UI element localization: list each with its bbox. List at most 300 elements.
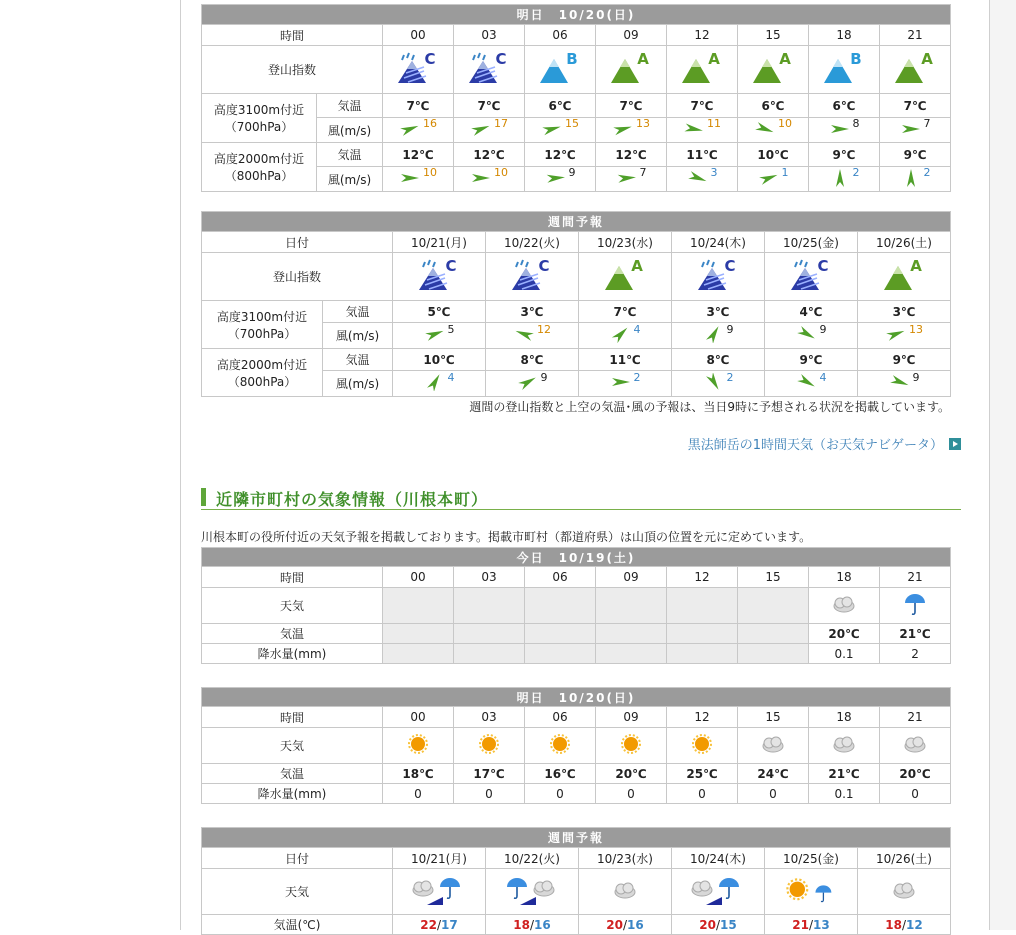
wind-cell — [765, 371, 858, 397]
precipitation-value: 2 — [880, 644, 951, 664]
precipitation-value: 0 — [667, 784, 738, 804]
temperature-value: 11℃ — [667, 143, 738, 167]
time-cell: 06 — [525, 25, 596, 46]
temperature-label: 気温(℃) — [202, 915, 393, 935]
wind-arrow-icon — [758, 169, 780, 187]
blue-mountain-icon — [820, 51, 854, 85]
wind-cell — [667, 118, 738, 143]
wind-speed: 4 — [447, 370, 455, 384]
wind-cell — [672, 323, 765, 349]
time-label: 時間 — [202, 25, 383, 46]
precipitation-value — [525, 644, 596, 664]
date-cell: 10/22(火) — [486, 848, 579, 869]
temperature-value: 8℃ — [486, 349, 579, 371]
time-cell: 21 — [880, 707, 951, 728]
climbing-index-grade: A — [910, 257, 922, 275]
wind-speed: 4 — [819, 370, 827, 384]
wind — [703, 370, 734, 391]
wind — [754, 117, 792, 138]
climbing-index — [880, 258, 928, 292]
time-cell: 03 — [454, 25, 525, 46]
wind-arrow-icon — [424, 373, 446, 391]
weather-cell — [738, 588, 809, 624]
altitude-3100-label: 高度3100m付近 （700hPa） — [202, 94, 317, 143]
low-temperature: 15 — [720, 917, 737, 932]
left-margin — [0, 0, 181, 930]
temperature-value: 7℃ — [579, 301, 672, 323]
temperature-value — [454, 624, 525, 644]
wind-speed: 13 — [909, 322, 923, 336]
temperature-value: 12℃ — [383, 143, 454, 167]
wind-speed: 17 — [494, 117, 508, 130]
mountain-weekly-table — [201, 211, 951, 397]
wind — [470, 166, 508, 187]
precipitation-label: 降水量(mm) — [202, 784, 383, 804]
wind-arrow-icon — [900, 120, 922, 138]
sun-icon — [476, 731, 502, 757]
green-mountain-icon — [601, 258, 635, 292]
time-cell: 10/25(金) — [765, 232, 858, 253]
heading-bar — [201, 488, 206, 506]
town-weekly-table — [201, 827, 951, 935]
climbing-index-cell — [858, 253, 951, 301]
temperature-label: 気温 — [317, 94, 383, 118]
temperature-value: 6℃ — [525, 94, 596, 118]
temperature-value: 3℃ — [486, 301, 579, 323]
climbing-index — [607, 51, 655, 85]
temperature-value: 11℃ — [579, 349, 672, 371]
climbing-index — [787, 258, 834, 292]
wind-speed: 3 — [710, 166, 718, 179]
wind — [829, 117, 860, 138]
sun-then-rain-icon — [783, 873, 839, 907]
rainy-mountain-icon — [694, 258, 728, 292]
wind-label: 風(m/s) — [317, 118, 383, 143]
climbing-index — [694, 258, 741, 292]
climbing-index-label: 登山指数 — [202, 46, 383, 94]
precipitation-label: 降水量(mm) — [202, 644, 383, 664]
wind — [885, 322, 923, 343]
date-cell: 10/26(土) — [858, 848, 951, 869]
weather-cell — [672, 869, 765, 915]
wind-arrow-icon — [683, 120, 705, 138]
time-cell: 10/26(土) — [858, 232, 951, 253]
temperature-value: 5℃ — [393, 301, 486, 323]
temperature-value: 20℃ — [596, 764, 667, 784]
cloud-then-rain-icon — [409, 873, 469, 907]
climbing-index-grade: C — [817, 257, 829, 275]
wind-arrow-icon — [612, 120, 634, 138]
climbing-index-cell — [765, 253, 858, 301]
weather-cell — [596, 588, 667, 624]
climbing-index-grade: B — [566, 50, 578, 68]
temperature-separator: / — [529, 917, 535, 932]
temperature-value: 8℃ — [672, 349, 765, 371]
wind — [900, 166, 931, 187]
wind-arrow-icon — [424, 325, 446, 343]
climbing-index-grade: C — [538, 257, 550, 275]
climbing-index-cell — [486, 253, 579, 301]
climbing-index — [508, 258, 555, 292]
weather-cell — [809, 588, 880, 624]
precipitation-value — [596, 644, 667, 664]
wind-speed: 2 — [852, 166, 860, 179]
cloud-icon — [830, 731, 858, 757]
climbing-index-cell — [596, 46, 667, 94]
sun-icon — [618, 731, 644, 757]
wind — [470, 117, 508, 138]
climbing-index-grade: A — [631, 257, 643, 275]
climbing-index — [536, 51, 583, 85]
weather-cell — [858, 869, 951, 915]
rainy-mountain-icon — [508, 258, 542, 292]
climbing-index-grade: C — [424, 50, 436, 68]
wind-speed: 2 — [633, 370, 641, 384]
climbing-index-grade: A — [637, 50, 649, 68]
wind — [796, 370, 827, 391]
wind-arrow-icon — [541, 120, 563, 138]
temperature-separator: / — [715, 917, 721, 932]
wind — [610, 370, 641, 391]
temperature-value: 7℃ — [454, 94, 525, 118]
time-cell: 09 — [596, 25, 667, 46]
temperature-value: 7℃ — [667, 94, 738, 118]
climbing-index — [394, 51, 441, 85]
wind — [610, 322, 641, 343]
wind-arrow-icon — [687, 169, 709, 187]
temperature-value: 20℃ — [880, 764, 951, 784]
cloud-then-rain-icon — [688, 873, 748, 907]
hourly-weather-link-text[interactable]: 黒法師岳の1時間天気（お天気ナビゲータ） — [687, 438, 943, 453]
time-cell: 15 — [738, 25, 809, 46]
weather-label: 天気 — [202, 588, 383, 624]
weather-cell — [738, 728, 809, 764]
temperature-value: 12℃ — [454, 143, 525, 167]
low-temperature: 16 — [627, 917, 644, 932]
wind — [796, 322, 827, 343]
time-cell: 12 — [667, 567, 738, 588]
temperature-value: 6℃ — [738, 94, 809, 118]
rain-then-cloud-icon — [502, 873, 562, 907]
wind-arrow-icon — [517, 373, 539, 391]
wind-speed: 10 — [423, 166, 437, 179]
wind-cell — [486, 371, 579, 397]
time-cell: 18 — [809, 25, 880, 46]
temperature-value: 3℃ — [858, 301, 951, 323]
green-mountain-icon — [678, 51, 712, 85]
wind — [758, 166, 789, 187]
low-temperature: 12 — [906, 917, 923, 932]
wind-cell — [383, 167, 454, 192]
wind-speed: 2 — [726, 370, 734, 384]
climbing-index-grade: C — [495, 50, 507, 68]
wind-cell — [809, 118, 880, 143]
time-label: 時間 — [202, 707, 383, 728]
precipitation-value: 0 — [454, 784, 525, 804]
low-temperature: 13 — [813, 917, 830, 932]
time-cell: 21 — [880, 567, 951, 588]
wind — [513, 322, 551, 343]
temperature-label: 気温 — [202, 764, 383, 784]
temperature-label: 気温 — [323, 349, 393, 371]
temperature-range — [486, 915, 579, 935]
temperature-label: 気温 — [323, 301, 393, 323]
wind-label: 風(m/s) — [317, 167, 383, 192]
time-cell: 10/22(火) — [486, 232, 579, 253]
weather-cell — [880, 728, 951, 764]
wind-speed: 5 — [447, 322, 455, 336]
date-cell: 10/25(金) — [765, 848, 858, 869]
climbing-index — [749, 51, 797, 85]
time-cell: 15 — [738, 707, 809, 728]
wind-label: 風(m/s) — [323, 371, 393, 397]
low-temperature: 17 — [441, 917, 458, 932]
wind-cell — [880, 167, 951, 192]
climbing-index — [601, 258, 649, 292]
wind — [399, 166, 437, 187]
precipitation-value — [667, 644, 738, 664]
wind-cell — [880, 118, 951, 143]
wind-speed: 4 — [633, 322, 641, 336]
wind-arrow-icon — [513, 325, 535, 343]
forecast-note: 週間の登山指数と上空の気温･風の予報は、当日9時に予想される状況を掲載しています。 — [469, 400, 950, 414]
precipitation-value: 0.1 — [809, 784, 880, 804]
wind — [399, 117, 437, 138]
wind — [612, 117, 650, 138]
wind-cell — [579, 323, 672, 349]
wind-arrow-icon — [399, 169, 421, 187]
wind-cell — [858, 323, 951, 349]
time-cell: 10/23(水) — [579, 232, 672, 253]
wind — [424, 370, 455, 391]
wind-speed: 10 — [778, 117, 792, 130]
wind — [545, 166, 576, 187]
wind-cell — [765, 323, 858, 349]
wind-cell — [667, 167, 738, 192]
temperature-label: 気温 — [202, 624, 383, 644]
climbing-index — [465, 51, 512, 85]
temperature-value: 12℃ — [596, 143, 667, 167]
wind-cell — [596, 118, 667, 143]
wind-cell — [393, 323, 486, 349]
rainy-mountain-icon — [787, 258, 821, 292]
time-cell: 10/21(月) — [393, 232, 486, 253]
umbrella-icon — [902, 591, 928, 617]
temperature-value: 12℃ — [525, 143, 596, 167]
precipitation-value: 0 — [880, 784, 951, 804]
precipitation-value — [738, 644, 809, 664]
temperature-value: 21℃ — [809, 764, 880, 784]
wind-speed: 11 — [707, 117, 721, 130]
high-temperature: 20 — [699, 917, 716, 932]
time-cell: 03 — [454, 567, 525, 588]
time-cell: 12 — [667, 707, 738, 728]
wind-speed: 13 — [636, 117, 650, 130]
wind — [703, 322, 734, 343]
time-cell: 00 — [383, 25, 454, 46]
wind-speed: 9 — [912, 370, 920, 384]
temperature-value: 25℃ — [667, 764, 738, 784]
wind-arrow-icon — [610, 325, 632, 343]
wind-arrow-icon — [470, 120, 492, 138]
temperature-value: 6℃ — [809, 94, 880, 118]
wind-arrow-icon — [829, 169, 851, 187]
temperature-range — [765, 915, 858, 935]
time-cell: 09 — [596, 707, 667, 728]
climbing-index-cell — [383, 46, 454, 94]
wind — [616, 166, 647, 187]
intro-text: 川根本町の役所付近の天気予報を掲載しております。掲載市町村（都道府県）は山頂の位置を元に定めています。 — [201, 530, 812, 544]
wind-arrow-icon — [703, 373, 725, 391]
temperature-value: 18℃ — [383, 764, 454, 784]
temperature-range — [393, 915, 486, 935]
temperature-value: 10℃ — [393, 349, 486, 371]
table-header: 今日 10/19(土) — [202, 548, 951, 567]
climbing-index-cell — [454, 46, 525, 94]
wind-speed: 9 — [540, 370, 548, 384]
wind-cell — [672, 371, 765, 397]
wind-arrow-icon — [889, 373, 911, 391]
wind-speed: 10 — [494, 166, 508, 179]
wind-cell — [596, 167, 667, 192]
altitude-2000-label: 高度2000m付近 （800hPa） — [202, 143, 317, 192]
precipitation-value: 0 — [383, 784, 454, 804]
wind-speed: 7 — [639, 166, 647, 179]
wind-speed: 7 — [923, 117, 931, 130]
wind — [541, 117, 579, 138]
temperature-separator: / — [808, 917, 814, 932]
wind-cell — [525, 118, 596, 143]
wind-cell — [454, 167, 525, 192]
weather-cell — [383, 588, 454, 624]
precipitation-value: 0 — [738, 784, 809, 804]
climbing-index-cell — [579, 253, 672, 301]
wind — [517, 370, 548, 391]
weather-cell — [525, 588, 596, 624]
time-cell: 06 — [525, 567, 596, 588]
green-mountain-icon — [607, 51, 641, 85]
cloud-icon — [890, 877, 918, 903]
weather-cell — [667, 728, 738, 764]
temperature-value: 24℃ — [738, 764, 809, 784]
temperature-separator: / — [901, 917, 907, 932]
wind-arrow-icon — [754, 120, 776, 138]
weather-cell — [596, 728, 667, 764]
climbing-index-cell — [393, 253, 486, 301]
blue-mountain-icon — [536, 51, 570, 85]
section-title: 近隣市町村の気象情報（川根本町） — [216, 490, 489, 509]
weather-cell — [880, 588, 951, 624]
arrow-right-icon[interactable] — [949, 438, 961, 450]
weather-cell — [667, 588, 738, 624]
cloud-icon — [759, 731, 787, 757]
weather-cell — [579, 869, 672, 915]
sun-icon — [689, 731, 715, 757]
weather-label: 天気 — [202, 728, 383, 764]
wind-arrow-icon — [616, 169, 638, 187]
wind-speed: 9 — [568, 166, 576, 179]
climbing-index-grade: A — [779, 50, 791, 68]
time-cell: 10/24(木) — [672, 232, 765, 253]
wind-arrow-icon — [796, 373, 818, 391]
temperature-value — [738, 624, 809, 644]
sun-icon — [405, 731, 431, 757]
wind-cell — [525, 167, 596, 192]
high-temperature: 22 — [420, 917, 437, 932]
time-cell: 18 — [809, 567, 880, 588]
time-cell: 12 — [667, 25, 738, 46]
mountain-tomorrow-table — [201, 4, 951, 192]
temperature-separator: / — [436, 917, 442, 932]
temperature-value: 16℃ — [525, 764, 596, 784]
climbing-index-label: 登山指数 — [202, 253, 393, 301]
climbing-index-cell — [809, 46, 880, 94]
time-cell: 06 — [525, 707, 596, 728]
temperature-value: 7℃ — [383, 94, 454, 118]
hourly-weather-link[interactable] — [688, 434, 961, 453]
wind-speed: 15 — [565, 117, 579, 130]
climbing-index — [820, 51, 867, 85]
climbing-index-cell — [880, 46, 951, 94]
wind-cell — [486, 323, 579, 349]
wind — [900, 117, 931, 138]
right-margin — [989, 0, 1016, 930]
climbing-index — [891, 51, 939, 85]
weather-cell — [454, 588, 525, 624]
temperature-value: 7℃ — [880, 94, 951, 118]
time-cell: 18 — [809, 707, 880, 728]
high-temperature: 18 — [513, 917, 530, 932]
climbing-index-cell — [738, 46, 809, 94]
wind-speed: 12 — [537, 322, 551, 336]
cloud-icon — [611, 877, 639, 903]
temperature-value — [667, 624, 738, 644]
temperature-value: 9℃ — [880, 143, 951, 167]
wind-cell — [738, 118, 809, 143]
wind-cell — [454, 118, 525, 143]
weather-label: 天気 — [202, 869, 393, 915]
wind-speed: 2 — [923, 166, 931, 179]
weather-cell — [454, 728, 525, 764]
wind — [687, 166, 718, 187]
cloud-icon — [830, 591, 858, 617]
date-cell: 10/21(月) — [393, 848, 486, 869]
precipitation-value — [383, 644, 454, 664]
wind-arrow-icon — [885, 325, 907, 343]
precipitation-value: 0.1 — [809, 644, 880, 664]
weather-cell — [765, 869, 858, 915]
temperature-value: 4℃ — [765, 301, 858, 323]
green-mountain-icon — [891, 51, 925, 85]
wind-speed: 9 — [726, 322, 734, 336]
weather-cell — [525, 728, 596, 764]
temperature-value: 9℃ — [858, 349, 951, 371]
altitude-3100-label: 高度3100m付近 （700hPa） — [202, 301, 323, 349]
temperature-value: 21℃ — [880, 624, 951, 644]
wind-cell — [579, 371, 672, 397]
precipitation-value: 0 — [525, 784, 596, 804]
sun-icon — [547, 731, 573, 757]
wind-arrow-icon — [796, 325, 818, 343]
wind-speed: 9 — [819, 322, 827, 336]
temperature-range — [579, 915, 672, 935]
high-temperature: 21 — [792, 917, 809, 932]
time-label: 時間 — [202, 567, 383, 588]
temperature-range — [672, 915, 765, 935]
rainy-mountain-icon — [394, 51, 428, 85]
time-cell: 03 — [454, 707, 525, 728]
weather-cell — [486, 869, 579, 915]
